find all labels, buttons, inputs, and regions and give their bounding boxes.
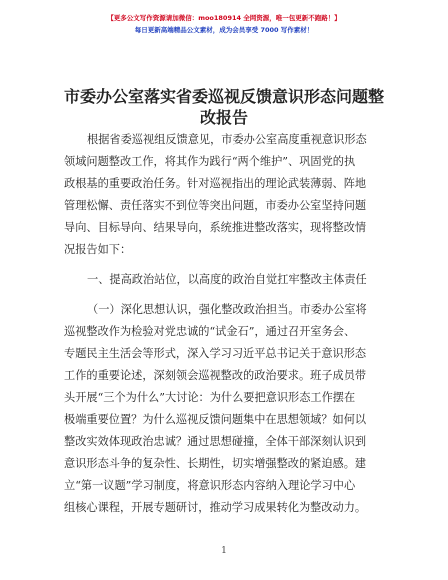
intro-line: 管理松懈、责任落实不到位等突出问题，市委办公室坚持问题 <box>64 199 367 212</box>
page-number: 1 <box>221 546 227 556</box>
subsection-line: 组核心课程，开展专题研讨，推动学习成果转化为整改动力。 <box>64 501 367 514</box>
subsection-line: 专题民主生活会等形式，深入学习习近平总书记关于意识形态 <box>64 347 367 360</box>
promo-banner-line-2: 每日更新高端精品公文素材，成为会员享受 7000 写作素材！ <box>134 26 314 34</box>
document-body <box>64 129 388 519</box>
paragraph-gap <box>64 291 388 299</box>
intro-line: 根据省委巡视组反馈意见，市委办公室高度重视意识形态 <box>87 133 367 146</box>
intro-line: 领域问题整改工作，将其作为践行“两个维护”、巩固党的执 <box>64 155 356 168</box>
subsection-line: 工作的重要论述，深刻领会巡视整改的政治要求。班子成员带 <box>64 369 367 382</box>
title-line-1: 市委办公室落实省委巡视反馈意识形态问题整 <box>63 87 384 106</box>
subsection-line: （一）深化思想认识，强化整改政治担当。市委办公室将 <box>87 303 367 316</box>
section-heading: 一、提高政治站位，以高度的政治自觉扛牢整改主体责任 <box>87 273 367 286</box>
subsection-line: 头开展“三个为什么”大讨论：为什么要把意识形态工作摆在 <box>64 391 356 404</box>
paragraph-gap <box>64 261 388 269</box>
title-line-2: 改报告 <box>199 108 248 127</box>
subsection-line: 意识形态斗争的复杂性、长期性，切实增强整改的紧迫感。建 <box>64 457 367 470</box>
intro-line: 况报告如下： <box>64 243 132 256</box>
subsection-line: 巡视整改作为检验对党忠诚的“试金石”，通过召开室务会、 <box>64 325 356 338</box>
subsection-line: 极端重要位置？为什么巡视反馈问题集中在思想领域？如何以 <box>64 413 367 426</box>
document-title <box>0 86 448 128</box>
intro-line: 导向、目标导向、结果导向，系统推进整改落实，现将整改情 <box>64 221 367 234</box>
promo-banner-line-1: 【更多公文写作资源请加微信：moo180914 全网资源，唯一包更新不跑路！】 <box>107 14 341 22</box>
subsection-line: 整改实效体现政治忠诚？通过思想碰撞，全体干部深刻认识到 <box>64 435 367 448</box>
subsection-line: 立“第一议题”学习制度，将意识形态内容纳入理论学习中心 <box>64 479 356 492</box>
intro-line: 政根基的重要政治任务。针对巡视指出的理论武装薄弱、阵地 <box>64 177 367 190</box>
intro-paragraph <box>64 129 388 261</box>
subsection-paragraph <box>64 299 388 519</box>
